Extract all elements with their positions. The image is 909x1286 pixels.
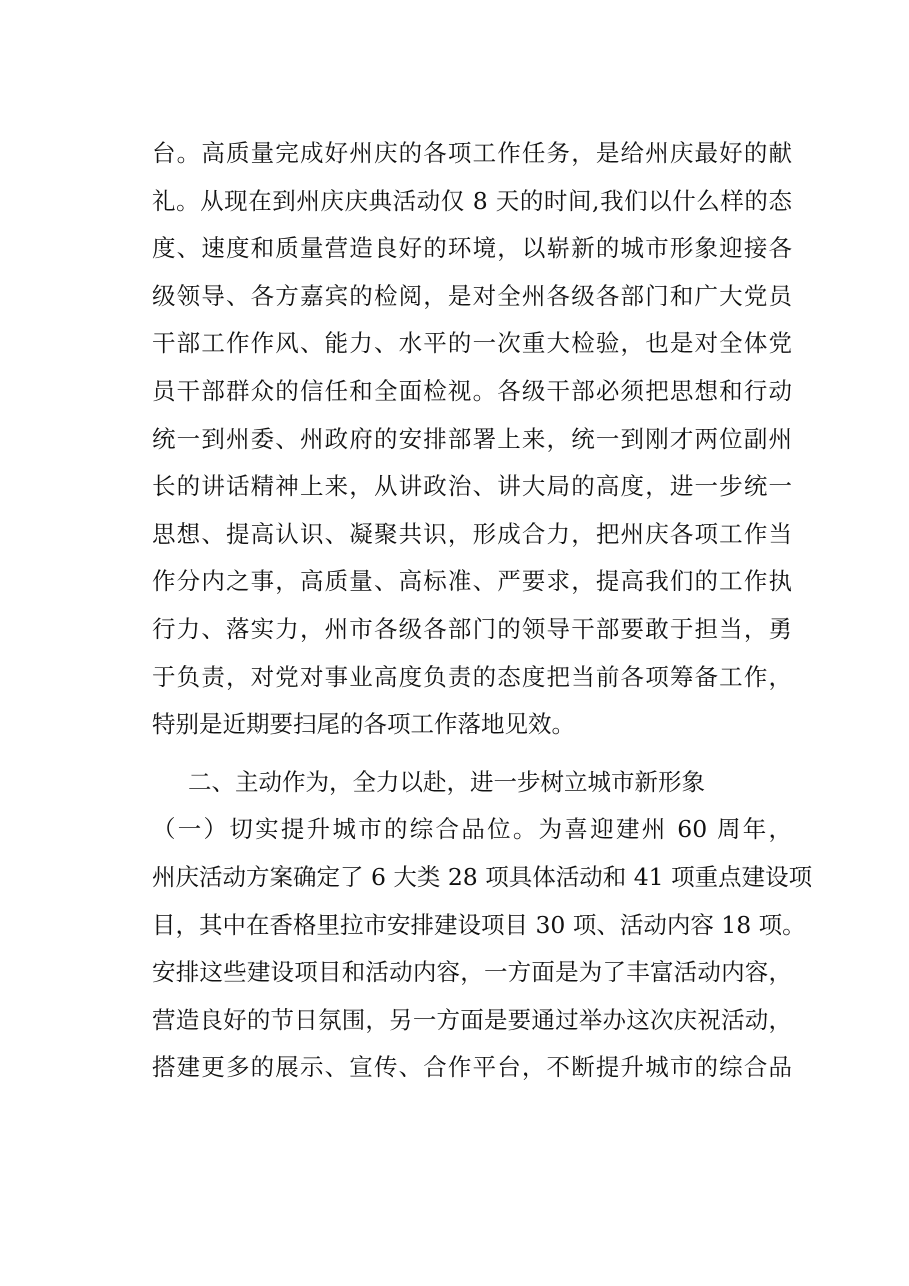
paragraph-line: 长的讲话精神上来，从讲政治、讲大局的高度，进一步统一 — [152, 472, 792, 501]
section-heading: 二、主动作为，全力以赴，进一步树立城市新形象 — [188, 767, 705, 796]
paragraph-line: 员干部群众的信任和全面检视。各级干部必须把思想和行动 — [152, 376, 792, 405]
subsection-heading-line: （一）切实提升城市的综合品位。为喜迎建州 60 周年， — [152, 815, 792, 844]
paragraph-line: 营造良好的节日氛围，另一方面是要通过举办这次庆祝活动， — [152, 1005, 792, 1034]
paragraph-line: 统一到州委、州政府的安排部署上来，统一到刚才两位副州 — [152, 424, 792, 453]
paragraph-line: 思想、提高认识、凝聚共识，形成合力，把州庆各项工作当 — [152, 519, 792, 548]
paragraph-line: 干部工作作风、能力、水平的一次重大检验，也是对全体党 — [152, 329, 792, 358]
paragraph-line: 行力、落实力，州市各级各部门的领导干部要敢于担当，勇 — [152, 614, 792, 643]
paragraph-line: 州庆活动方案确定了 6 大类 28 项具体活动和 41 项重点建设项 — [152, 862, 813, 891]
paragraph-line: 搭建更多的展示、宣传、合作平台，不断提升城市的综合品 — [152, 1053, 792, 1082]
paragraph-line: 安排这些建设项目和活动内容，一方面是为了丰富活动内容， — [152, 958, 792, 987]
paragraph-line: 目，其中在香格里拉市安排建设项目 30 项、活动内容 18 项。 — [152, 910, 806, 939]
paragraph-line: 作分内之事，高质量、高标准、严要求，提高我们的工作执 — [152, 567, 792, 596]
paragraph-line: 于负责，对党对事业高度负责的态度把当前各项筹备工作， — [152, 662, 792, 691]
paragraph-line: 级领导、各方嘉宾的检阅，是对全州各级各部门和广大党员 — [152, 281, 792, 310]
paragraph-line: 度、速度和质量营造良好的环境，以崭新的城市形象迎接各 — [152, 234, 792, 263]
paragraph-line: 台。高质量完成好州庆的各项工作任务，是给州庆最好的献 — [152, 139, 792, 167]
paragraph-line: 礼。从现在到州庆庆典活动仅 8 天的时间,我们以什么样的态 — [152, 186, 792, 215]
paragraph-line: 特别是近期要扫尾的各项工作落地见效。 — [152, 710, 575, 739]
document-body — [152, 130, 813, 1092]
